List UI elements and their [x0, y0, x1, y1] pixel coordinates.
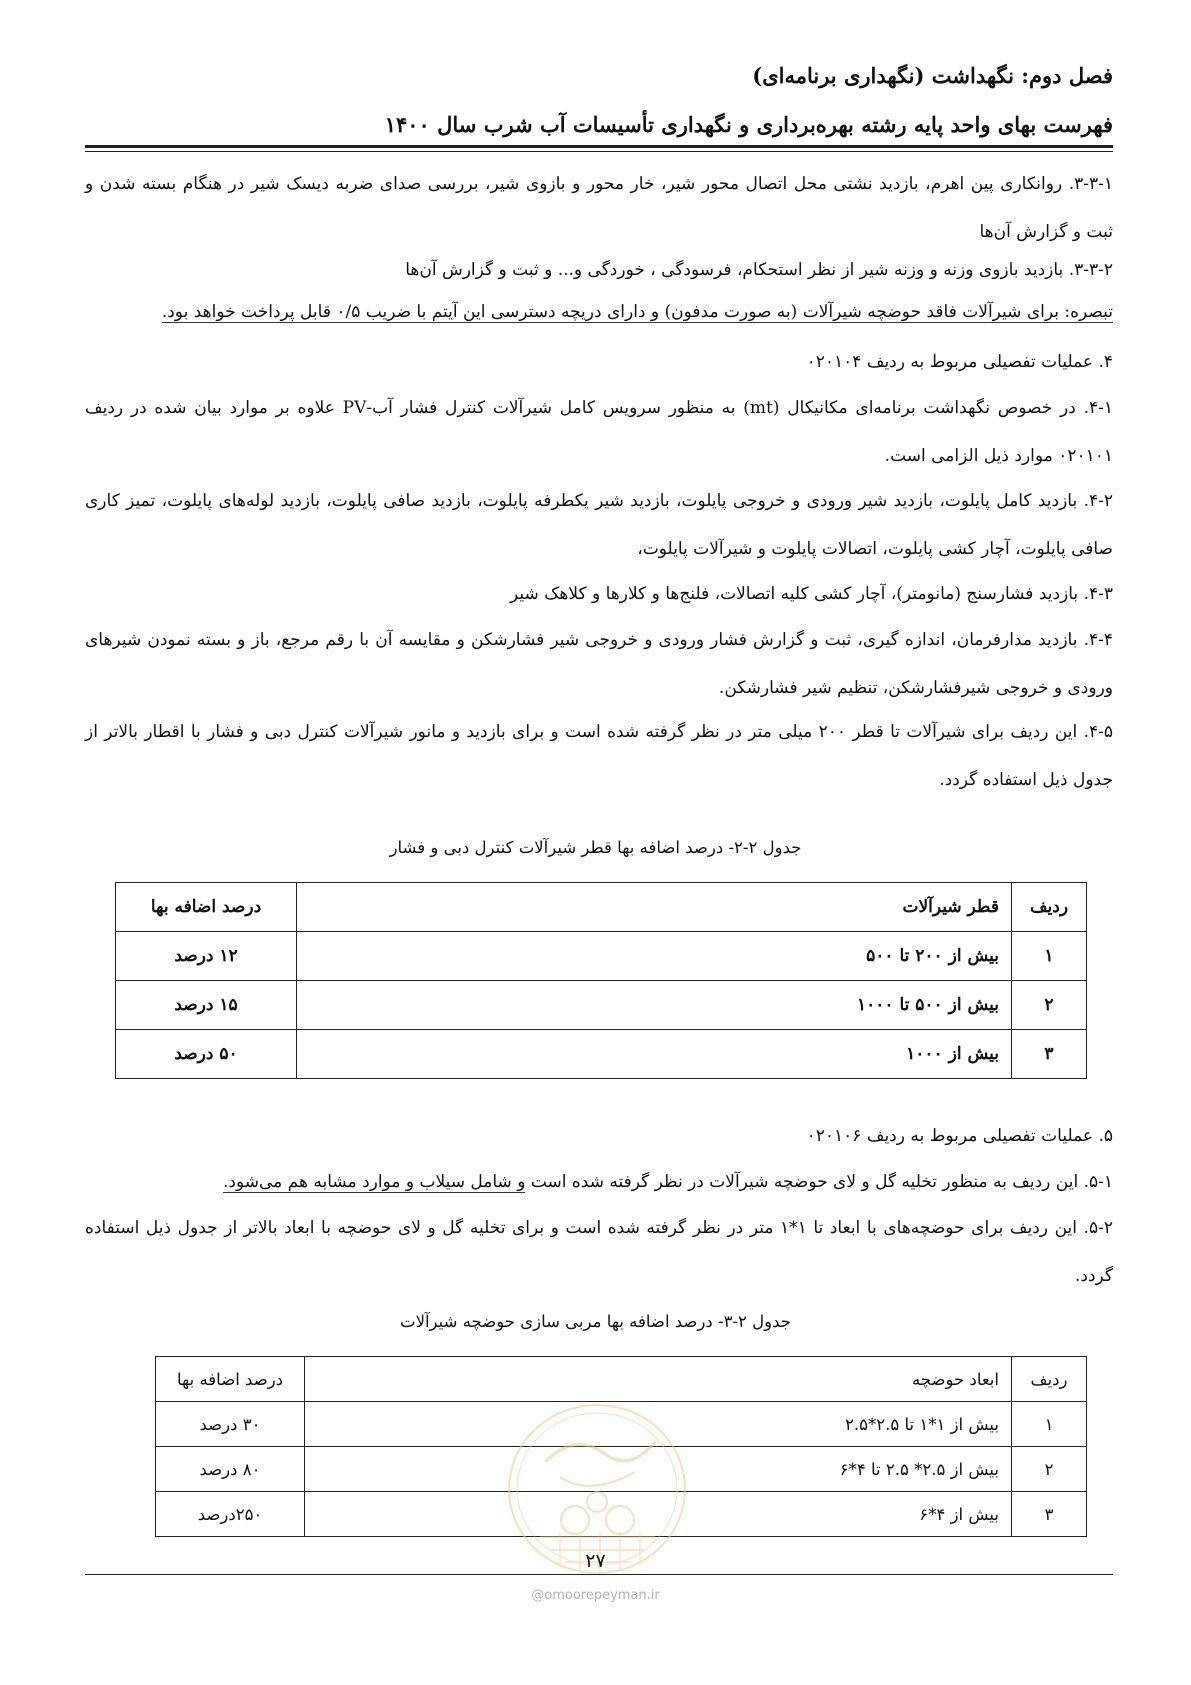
diameter-cell: بیش از ۱۰۰۰	[297, 1030, 1012, 1079]
row-number: ۲	[1012, 1447, 1087, 1492]
header-diameter: قطر شیرآلات	[297, 883, 1012, 932]
page-header	[85, 58, 1113, 142]
note-paragraph	[85, 288, 1113, 336]
header-rule-thin	[85, 151, 1113, 152]
paragraph-3-3-1: ۳-۳-۱. روانکاری پین اهرم، بازدید نشتی محل اتصال محور شیر، خار محور و بازوی شیر، بررسی صدای ضربه دیسک شیر در هنگام بسته شدن و ثبت و گزارش آن‌ها	[85, 174, 1113, 242]
paragraph-4-4: ۴-۴. بازدید مدارفرمان، اندازه گیری، ثبت و گزارش فشار ورودی و خروجی شیر فشارشکن و مقایسه آن با رقم مرجع، باز و بسته نمودن شیرهای ورودی و خروجی شیرفشارشکن، تنظیم شیر فشارشکن.	[85, 630, 1113, 698]
paragraph-4-5: ۴-۵. این ردیف برای شیرآلات تا قطر ۲۰۰ میلی متر در نظر گرفته شده است و برای بازدید و مانور شیرآلات کنترل دبی و فشار با اقطار بالاتر از جدول ذیل استفاده گردد.	[85, 722, 1113, 790]
paragraph-5-1-underlined: و شامل سیلاب و موارد مشابه هم می‌شود.	[223, 1172, 526, 1192]
header-row-number: ردیف	[1012, 883, 1087, 932]
paragraph-5-2: ۵-۲. این ردیف برای حوضچه‌های با ابعاد تا ۱*۱ متر در نظر گرفته شده است و برای تخلیه گل و لای حوضچه با ابعاد بالاتر از جدول ذیل استفاده گردد.	[85, 1218, 1113, 1286]
surcharge-cell: ۸۰ درصد	[156, 1447, 305, 1492]
table-row	[116, 1030, 1087, 1079]
header-dimensions: ابعاد حوضچه	[305, 1357, 1012, 1402]
document-title: فهرست بهای واحد پایه رشته بهره‌برداری و نگهداری تأسیسات آب شرب سال ۱۴۰۰	[384, 112, 1113, 137]
surcharge-cell: ۵۰ درصد	[116, 1030, 297, 1079]
section-4-heading: ۴. عملیات تفصیلی مربوط به ردیف ۰۲۰۱۰۴	[806, 352, 1113, 372]
surcharge-cell: ۱۵ درصد	[116, 981, 297, 1030]
row-number: ۱	[1012, 1402, 1087, 1447]
paragraph-4-1: ۴-۱. در خصوص نگهداشت برنامه‌ای مکانیکال (mt) به منظور سرویس کامل شیرآلات کنترل فشار آب-PV علاوه بر موارد بیان شده در ردیف ۰۲۰۱۰۱ موارد ذیل الزامی است.	[85, 398, 1113, 466]
table2-caption: جدول ۲-۳- درصد اضافه بها مربی سازی حوضچه شیرآلات	[400, 1312, 791, 1331]
paragraph-5-1-text: ۵-۱. این ردیف به منظور تخلیه گل و لای حوضچه شیرآلات در نظر گرفته شده است	[525, 1172, 1113, 1192]
row-number: ۱	[1012, 932, 1087, 981]
pipe-diameter-table	[115, 882, 1087, 1079]
header-surcharge: درصد اضافه بها	[116, 883, 297, 932]
page-number: ۲۷	[585, 1550, 606, 1572]
header-rule-thick	[85, 145, 1113, 148]
footer-website: @omoorepeyman.ir	[531, 1588, 660, 1603]
diameter-cell: بیش از ۵۰۰ تا ۱۰۰۰	[297, 981, 1012, 1030]
table-row	[116, 981, 1087, 1030]
paragraph-4-2: ۴-۲. بازدید کامل پایلوت، بازدید شیر ورودی و خروجی پایلوت، بازدید شیر یکطرفه پایلوت، بازدید صافی پایلوت، بازدید لوله‌های پایلوت، تمیز کاری صافی پایلوت، آچار کشی پایلوت، اتصالات پایلوت و شیرآلات پایلوت،	[85, 491, 1113, 559]
surcharge-cell: ۳۰ درصد	[156, 1402, 305, 1447]
table-header-row	[116, 883, 1087, 932]
table1-caption: جدول ۲-۲- درصد اضافه بها قطر شیرآلات کنترل دبی و فشار	[389, 838, 802, 857]
table-row	[116, 932, 1087, 981]
dimensions-cell: بیش از ۴*۶	[305, 1492, 1012, 1537]
diameter-cell: بیش از ۲۰۰ تا ۵۰۰	[297, 932, 1012, 981]
paragraph-4-3: ۴-۳. بازدید فشارسنج (مانومتر)، آچار کشی کلیه اتصالات، فلنج‌ها و کلارها و کلاهک شیر	[510, 584, 1113, 604]
surcharge-cell: ۱۲ درصد	[116, 932, 297, 981]
row-number: ۳	[1012, 1030, 1087, 1079]
note-text: تبصره: برای شیرآلات فاقد حوضچه شیرآلات (به صورت مدفون) و دارای دریچه دسترسی این آیتم با ضریب ۰/۵ قابل پرداخت خواهد بود.	[161, 302, 1113, 322]
row-number: ۳	[1012, 1492, 1087, 1537]
paragraph-3-3-2: ۳-۳-۲. بازدید بازوی وزنه و وزنه شیر از نظر استحکام، فرسودگی ، خوردگی و... و ثبت و گزارش آن‌ها	[405, 260, 1113, 280]
row-number: ۲	[1012, 981, 1087, 1030]
paragraph-5-1	[85, 1158, 1113, 1206]
chapter-title: فصل دوم: نگهداشت (نگهداری برنامه‌ای)	[752, 63, 1113, 88]
surcharge-cell: ۲۵۰درصد	[156, 1492, 305, 1537]
dimensions-cell: بیش از ۱*۱ تا ۲.۵*۲.۵	[305, 1402, 1012, 1447]
header-surcharge: درصد اضافه بها	[156, 1357, 305, 1402]
dimensions-cell: بیش از ۲.۵* ۲.۵ تا ۴*۶	[305, 1447, 1012, 1492]
section-5-heading: ۵. عملیات تفصیلی مربوط به ردیف ۰۲۰۱۰۶	[806, 1126, 1113, 1146]
table-header-row	[156, 1357, 1087, 1402]
footer-rule	[85, 1574, 1113, 1575]
header-row-number: ردیف	[1012, 1357, 1087, 1402]
